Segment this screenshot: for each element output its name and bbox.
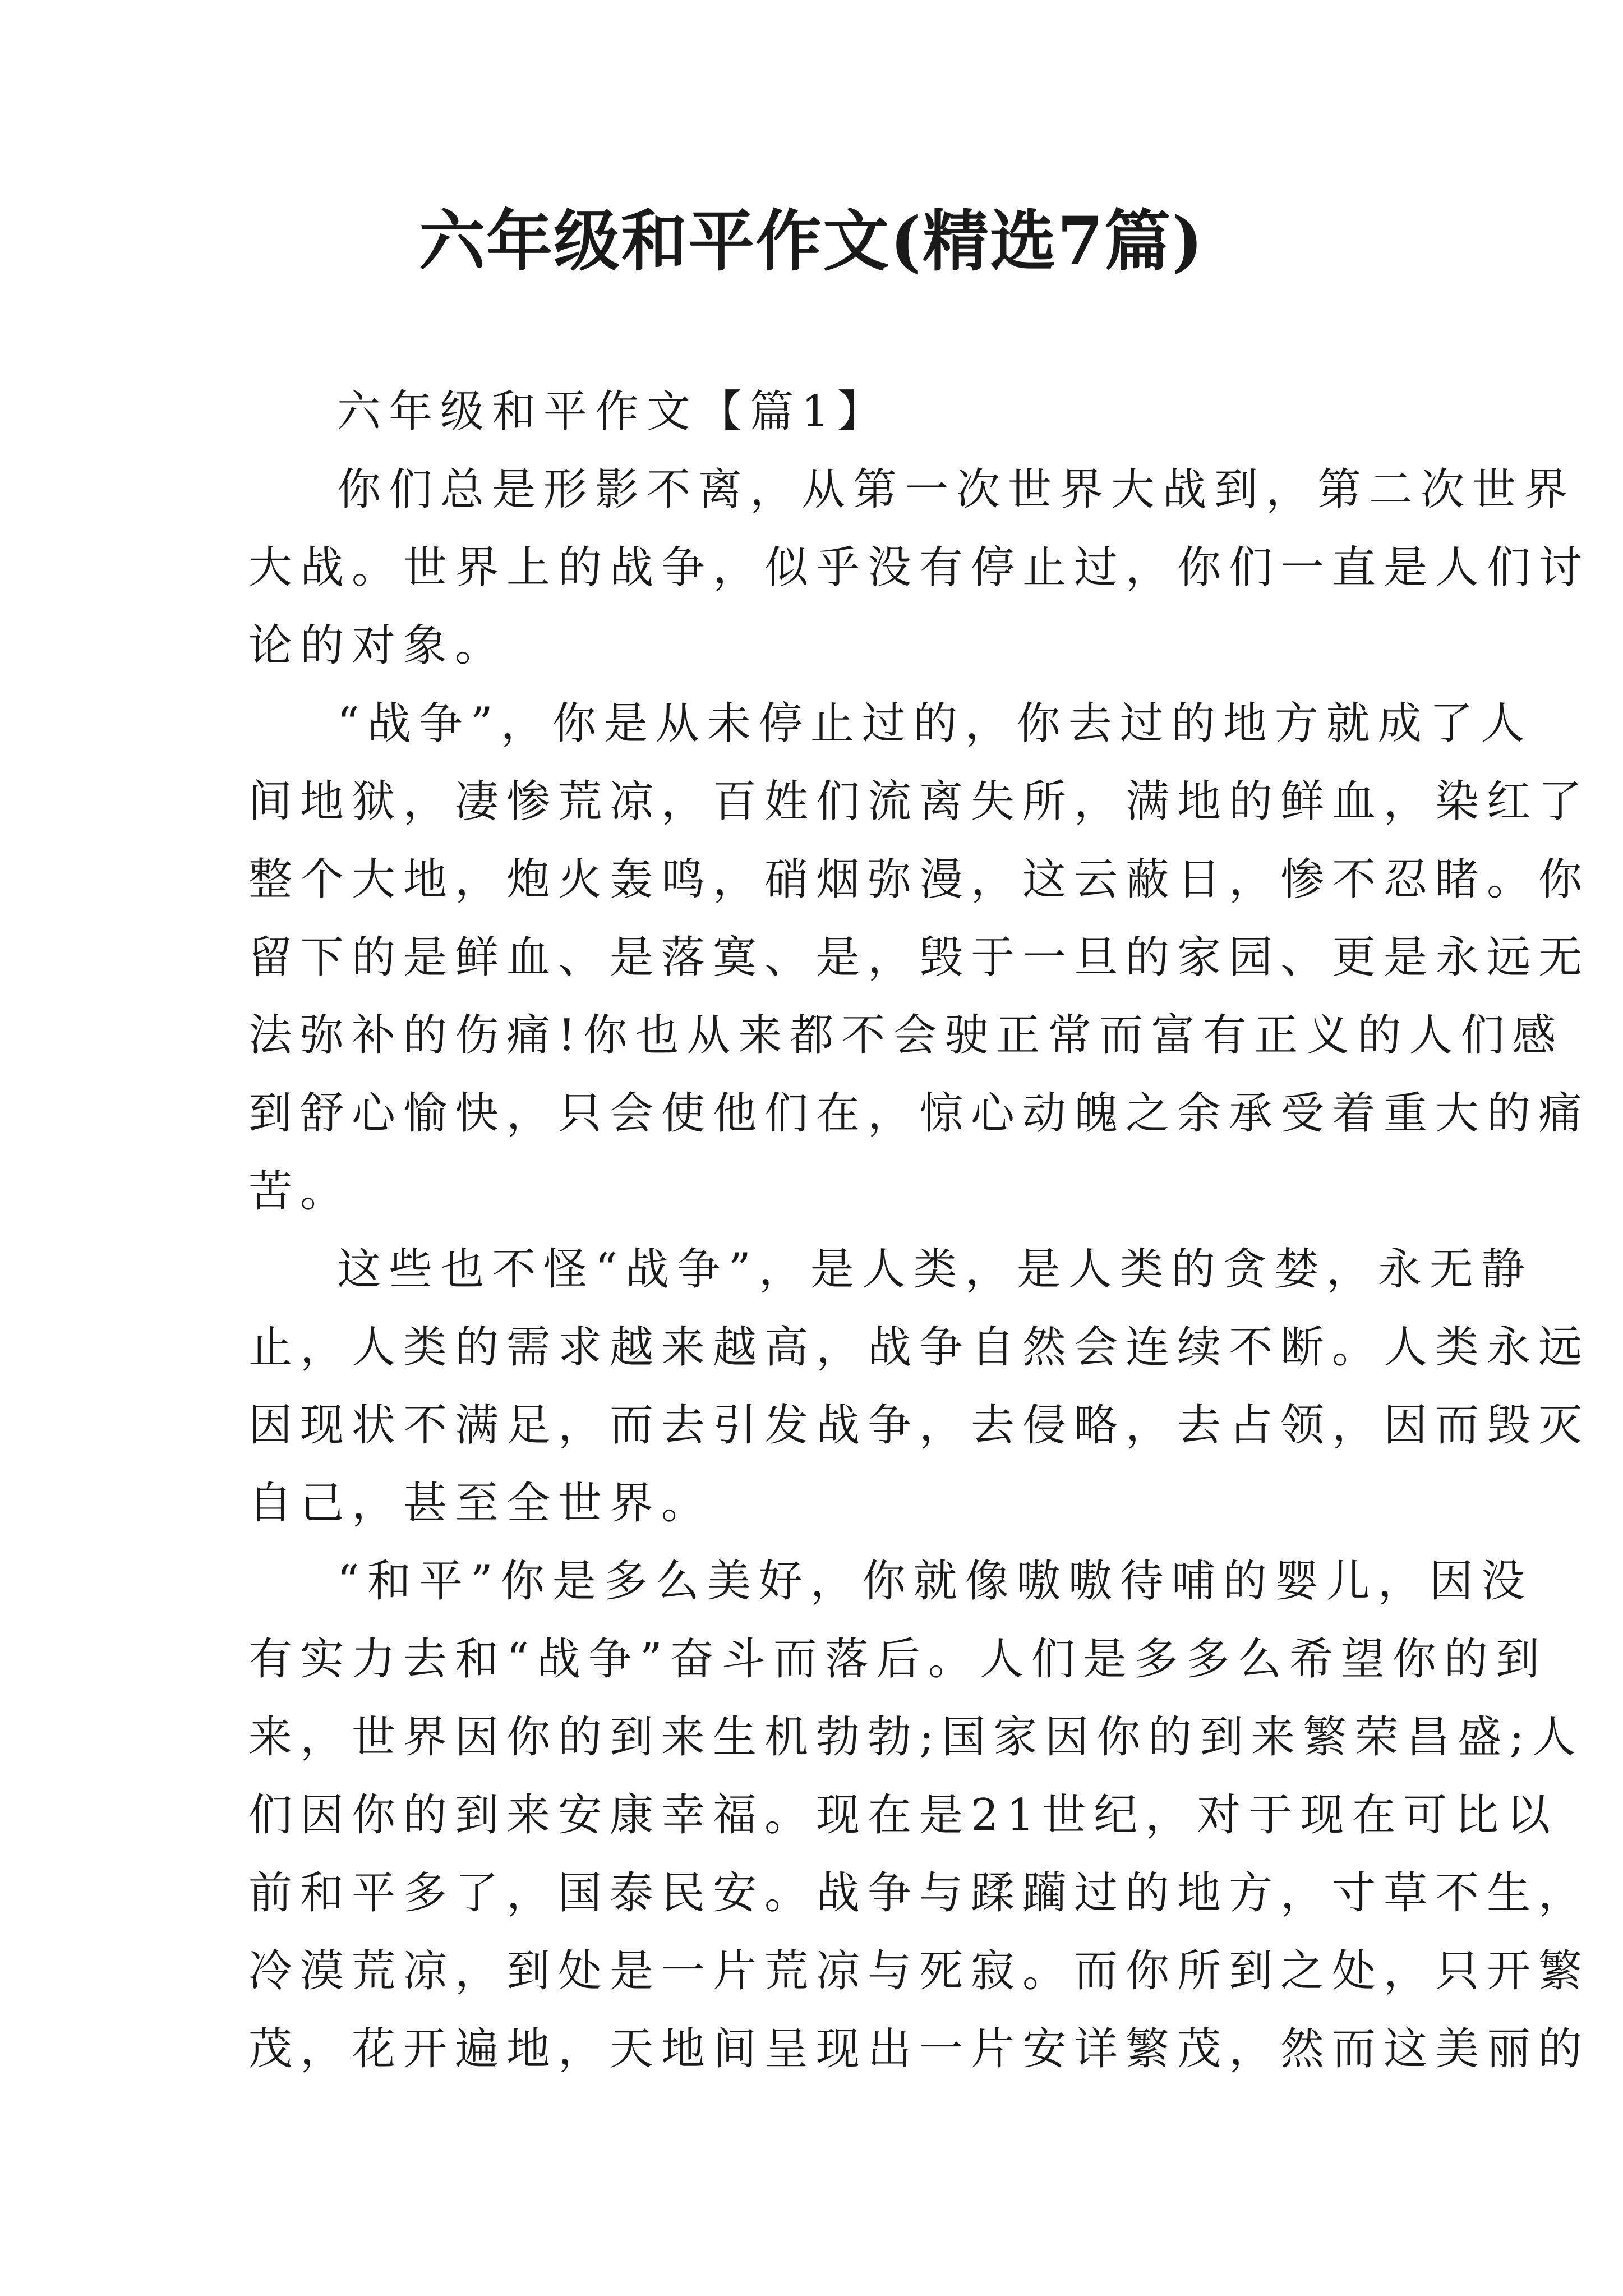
text-line: 六年级和平作文【篇1】 <box>337 386 889 437</box>
text-line: 有实力去和“战争”奋斗而落后。人们是多多么希望你的到 <box>248 1634 1547 1685</box>
text-line: 到舒心愉快，只会使他们在，惊心动魄之余承受着重大的痛 <box>248 1088 1590 1139</box>
text-line: 止，人类的需求越来越高，战争自然会连续不断。人类永远 <box>248 1322 1590 1373</box>
text-line: 前和平多了，国泰民安。战争与蹂躏过的地方，寸草不生， <box>248 1868 1590 1918</box>
document-title: 六年级和平作文(精选7篇) <box>419 202 1204 280</box>
text-line: 茂，花开遍地，天地间呈现出一片安详繁茂，然而这美丽的 <box>248 2024 1590 2074</box>
text-line: 们因你的到来安康幸福。现在是21世纪，对于现在可比以 <box>248 1790 1559 1841</box>
text-line: 留下的是鲜血、是落寞、是，毁于一旦的家园、更是永远无 <box>248 932 1590 983</box>
text-line: 间地狱，凄惨荒凉，百姓们流离失所，满地的鲜血，染红了 <box>248 776 1590 827</box>
text-line: 论的对象。 <box>248 620 507 671</box>
text-line: 大战。世界上的战争，似乎没有停止过，你们一直是人们讨 <box>248 542 1590 593</box>
text-line: “战争”，你是从未停止过的，你去过的地方就成了人 <box>337 698 1533 749</box>
document-body <box>248 373 1590 2088</box>
text-line: “和平”你是多么美好，你就像嗷嗷待哺的婴儿，因没 <box>337 1556 1533 1607</box>
text-line: 你们总是形影不离，从第一次世界大战到，第二次世界 <box>337 464 1576 515</box>
text-line: 苦。 <box>248 1166 352 1217</box>
text-line: 法弥补的伤痛!你也从来都不会驶正常而富有正义的人们感 <box>248 1010 1564 1061</box>
text-line: 来，世界因你的到来生机勃勃;国家因你的到来繁荣昌盛;人 <box>248 1712 1584 1763</box>
text-line: 冷漠荒凉，到处是一片荒凉与死寂。而你所到之处，只开繁 <box>248 1946 1590 1996</box>
text-line: 整个大地，炮火轰鸣，硝烟弥漫，这云蔽日，惨不忍睹。你 <box>248 854 1590 905</box>
text-line: 自己，甚至全世界。 <box>248 1478 713 1529</box>
text-line: 因现状不满足，而去引发战争，去侵略，去占领，因而毁灭 <box>248 1400 1590 1451</box>
text-line: 这些也不怪“战争”，是人类，是人类的贪婪，永无静 <box>337 1244 1533 1295</box>
